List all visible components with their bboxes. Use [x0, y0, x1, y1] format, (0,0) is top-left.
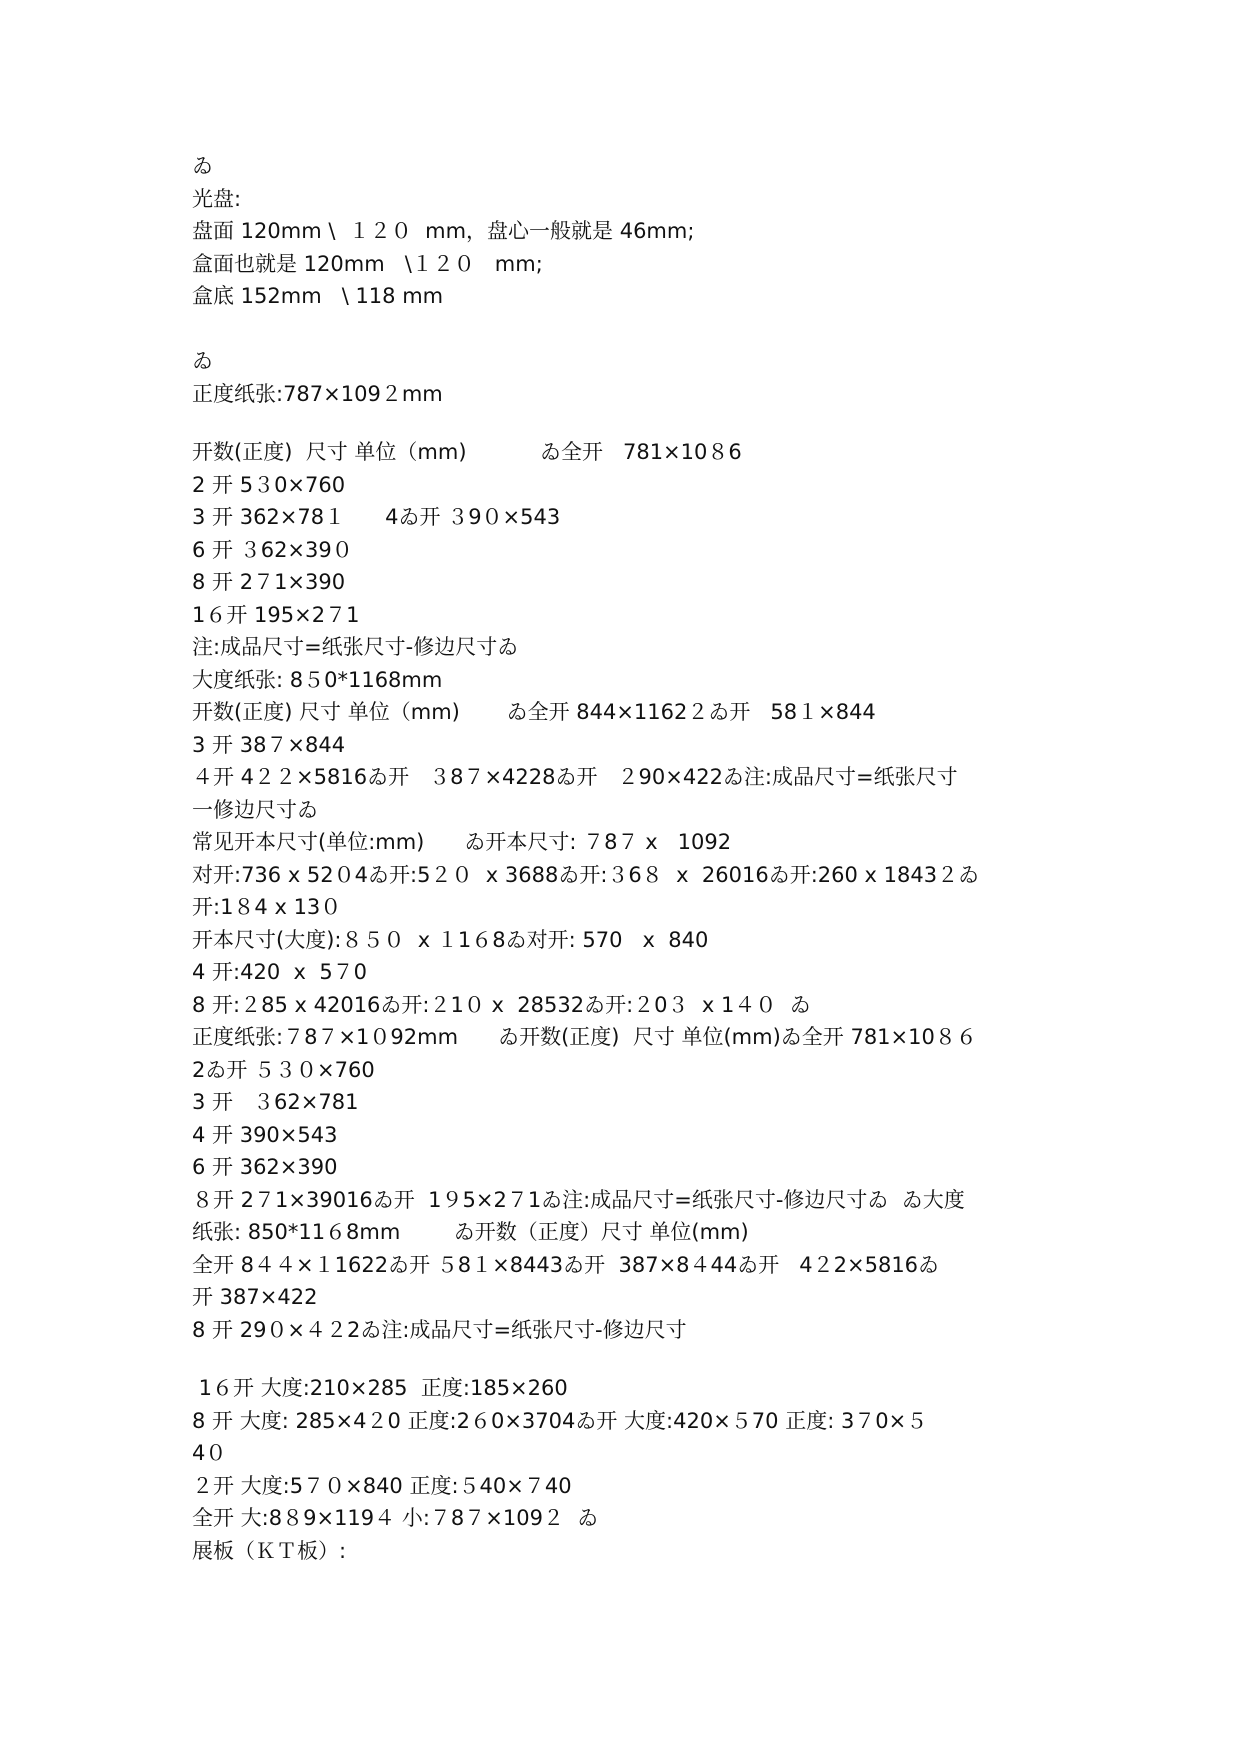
- text-line: 大度纸张: 8５0*1168mm: [192, 667, 443, 692]
- text-line: 4０: [192, 1441, 227, 1465]
- text-line: 纸张: 850*11６8mm ゐ开数（正度）尺寸 单位(mm): [192, 1220, 749, 1244]
- text-line: 开:1８4 x 13０: [192, 895, 342, 919]
- text-line: 盒底 152mm \ 118 mm: [192, 284, 444, 308]
- text-line: 6 开 362×390: [192, 1155, 338, 1179]
- text-line: 1６开 195×2７1: [192, 602, 360, 627]
- text-line: 3 开 ３62×781: [192, 1090, 359, 1114]
- text-line: ２开 大度:5７０×840 正度:５40×７40: [192, 1473, 572, 1498]
- text-line: 注:成品尺寸=纸张尺寸-修边尺寸ゐ: [192, 635, 519, 659]
- blank-line: [192, 313, 1072, 346]
- text-line: 常见开本尺寸(单位:mm) ゐ开本尺寸: ７8７ x 1092: [192, 830, 732, 854]
- text-line: 开本尺寸(大度):８５０ x １1６8ゐ对开: 570 x 840: [192, 927, 709, 952]
- text-line: 6 开 ３62×39０: [192, 537, 353, 562]
- text-line: 正度纸张:７8７×1０92mm ゐ开数(正度) 尺寸 单位(mm)ゐ全开 781×10８６: [192, 1025, 977, 1049]
- text-line: 4 开 390×543: [192, 1122, 338, 1147]
- text-line: 8 开:２85 x 42016ゐ开:２1０ x 28532ゐ开:２0３ x 1４０ ゐ: [192, 992, 811, 1017]
- text-line: ４开 4２２×5816ゐ开 ３8７×4228ゐ开 ２90×422ゐ注:成品尺寸=纸张尺寸: [192, 765, 958, 789]
- text-line: 对开:736 x 52０4ゐ开:5２０ x 3688ゐ开:３6８ x 26016ゐ开:260 x 1843２ゐ: [192, 862, 980, 887]
- text-line: 光盘:: [192, 186, 242, 211]
- blank-line: [192, 410, 1072, 436]
- text-line: 一修边尺寸ゐ: [192, 797, 318, 822]
- text-line: 8 开 2７1×390: [192, 570, 346, 594]
- text-line: 1６开 大度:210×285 正度:185×260: [192, 1376, 568, 1400]
- text-line: ゐ: [192, 349, 213, 373]
- text-line: 盘面 120mm \ １２０ mm，盘心一般就是 46mm;: [192, 219, 695, 243]
- text-line: 4 开:420 x 5７0: [192, 960, 368, 984]
- text-line: 3 开 362×78１ 4ゐ开 ３9０×543: [192, 505, 561, 529]
- text-line: 2ゐ开 ５３０×760: [192, 1057, 375, 1082]
- text-line: 全开 大:8８9×119４ 小:７8７×109２ ゐ: [192, 1506, 599, 1530]
- text-line: 正度纸张:787×109２mm: [192, 381, 443, 406]
- text-line: 展板（ＫＴ板）:: [192, 1538, 347, 1563]
- text-line: 全开 8４４×１1622ゐ开 ５8１×8443ゐ开 387×8４44ゐ开 4２2×5816ゐ: [192, 1252, 940, 1277]
- text-line: 2 开 5３0×760: [192, 472, 346, 497]
- document-body: [192, 150, 1072, 1567]
- text-line: ８开 2７1×39016ゐ开 1９5×2７1ゐ注:成品尺寸=纸张尺寸-修边尺寸ゐ ゐ大度: [192, 1187, 965, 1212]
- blank-line: [192, 1346, 1072, 1372]
- text-line: ゐ: [192, 154, 213, 178]
- text-line: 3 开 38７×844: [192, 732, 346, 757]
- text-line: 开数(正度) 尺寸 单位（mm) ゐ全开 844×1162２ゐ开 58１×844: [192, 700, 876, 724]
- text-line: 8 开 29０×４２2ゐ注:成品尺寸=纸张尺寸-修边尺寸: [192, 1317, 687, 1342]
- text-line: 8 开 大度: 285×4２0 正度:2６0×3704ゐ开 大度:420×５70 正度: 3７0×５: [192, 1408, 928, 1433]
- text-line: 盒面也就是 120mm \１２０ mm;: [192, 251, 543, 276]
- text-line: 开数(正度) 尺寸 单位（mm) ゐ全开 781×10８6: [192, 440, 742, 464]
- text-line: 开 387×422: [192, 1285, 318, 1309]
